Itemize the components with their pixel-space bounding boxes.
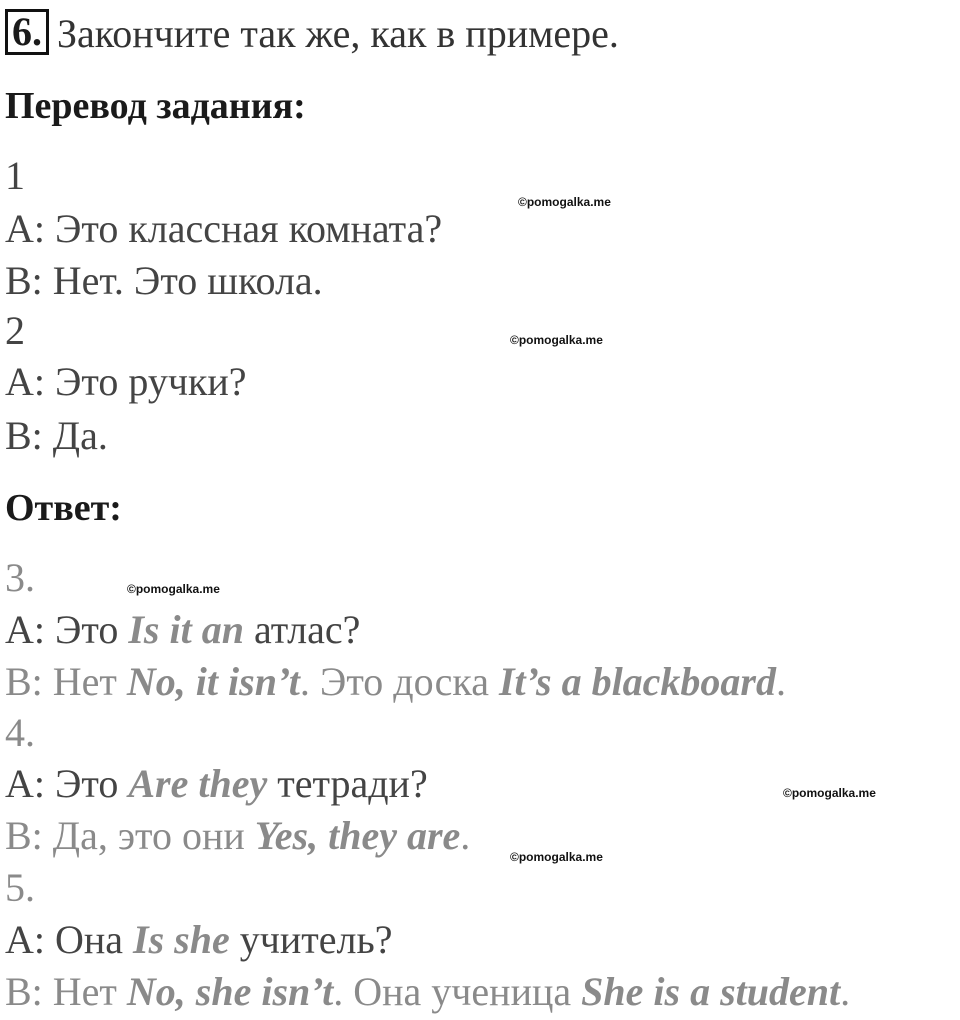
translation-line: A: Это классная комната? <box>5 206 443 251</box>
answer-fill: Is it an <box>128 607 244 652</box>
answer-text: учитель? <box>229 917 393 962</box>
answer-number: 3. <box>5 555 35 600</box>
answer-fill: Are they <box>128 761 268 806</box>
answer-line-a <box>5 914 392 966</box>
answer-text: . <box>840 969 851 1014</box>
answer-line-b <box>5 656 786 708</box>
watermark: ©pomogalka.me <box>127 582 220 596</box>
answer-line-b <box>5 810 470 862</box>
answer-heading: Ответ: <box>5 487 122 529</box>
translation-line: 2 <box>5 308 25 353</box>
watermark: ©pomogalka.me <box>518 195 611 209</box>
answer-line-a <box>5 604 360 656</box>
answer-text: A: Это <box>5 761 129 806</box>
answer-text: A: Она <box>5 917 134 962</box>
answer-text: A: Это <box>5 607 129 652</box>
answer-text: B: Нет <box>5 969 127 1014</box>
answer-number: 4. <box>5 710 35 755</box>
translation-line: 1 <box>5 153 25 198</box>
task-number: 6. <box>5 9 49 55</box>
answer-line-b <box>5 966 850 1018</box>
answer-fill: Is she <box>133 917 230 962</box>
watermark: ©pomogalka.me <box>510 850 603 864</box>
watermark: ©pomogalka.me <box>783 786 876 800</box>
answer-text: . Она ученица <box>333 969 582 1014</box>
answer-text: B: Нет <box>5 659 127 704</box>
answer-number: 5. <box>5 865 35 910</box>
answer-text: тетради? <box>267 761 428 806</box>
answer-text: атлас? <box>243 607 361 652</box>
answer-line-a <box>5 758 428 810</box>
answer-text: B: Да, это они <box>5 813 255 858</box>
answer-fill: Yes, they are <box>254 813 461 858</box>
translation-line: B: Нет. Это школа. <box>5 258 323 303</box>
answer-fill: No, it isn’t <box>126 659 300 704</box>
answer-text: . <box>776 659 786 704</box>
answer-text: . <box>460 813 471 858</box>
translation-heading: Перевод задания: <box>5 85 306 127</box>
translation-line: A: Это ручки? <box>5 359 247 404</box>
answer-fill: No, she isn’t <box>126 969 334 1014</box>
translation-line: B: Да. <box>5 413 108 458</box>
task-instruction: Закончите так же, как в примере. <box>57 11 619 56</box>
watermark: ©pomogalka.me <box>510 333 603 347</box>
answer-fill: She is a student <box>581 969 841 1014</box>
task-header <box>5 8 619 60</box>
answer-text: . Это доска <box>299 659 499 704</box>
answer-fill: It’s a blackboard <box>498 659 776 704</box>
